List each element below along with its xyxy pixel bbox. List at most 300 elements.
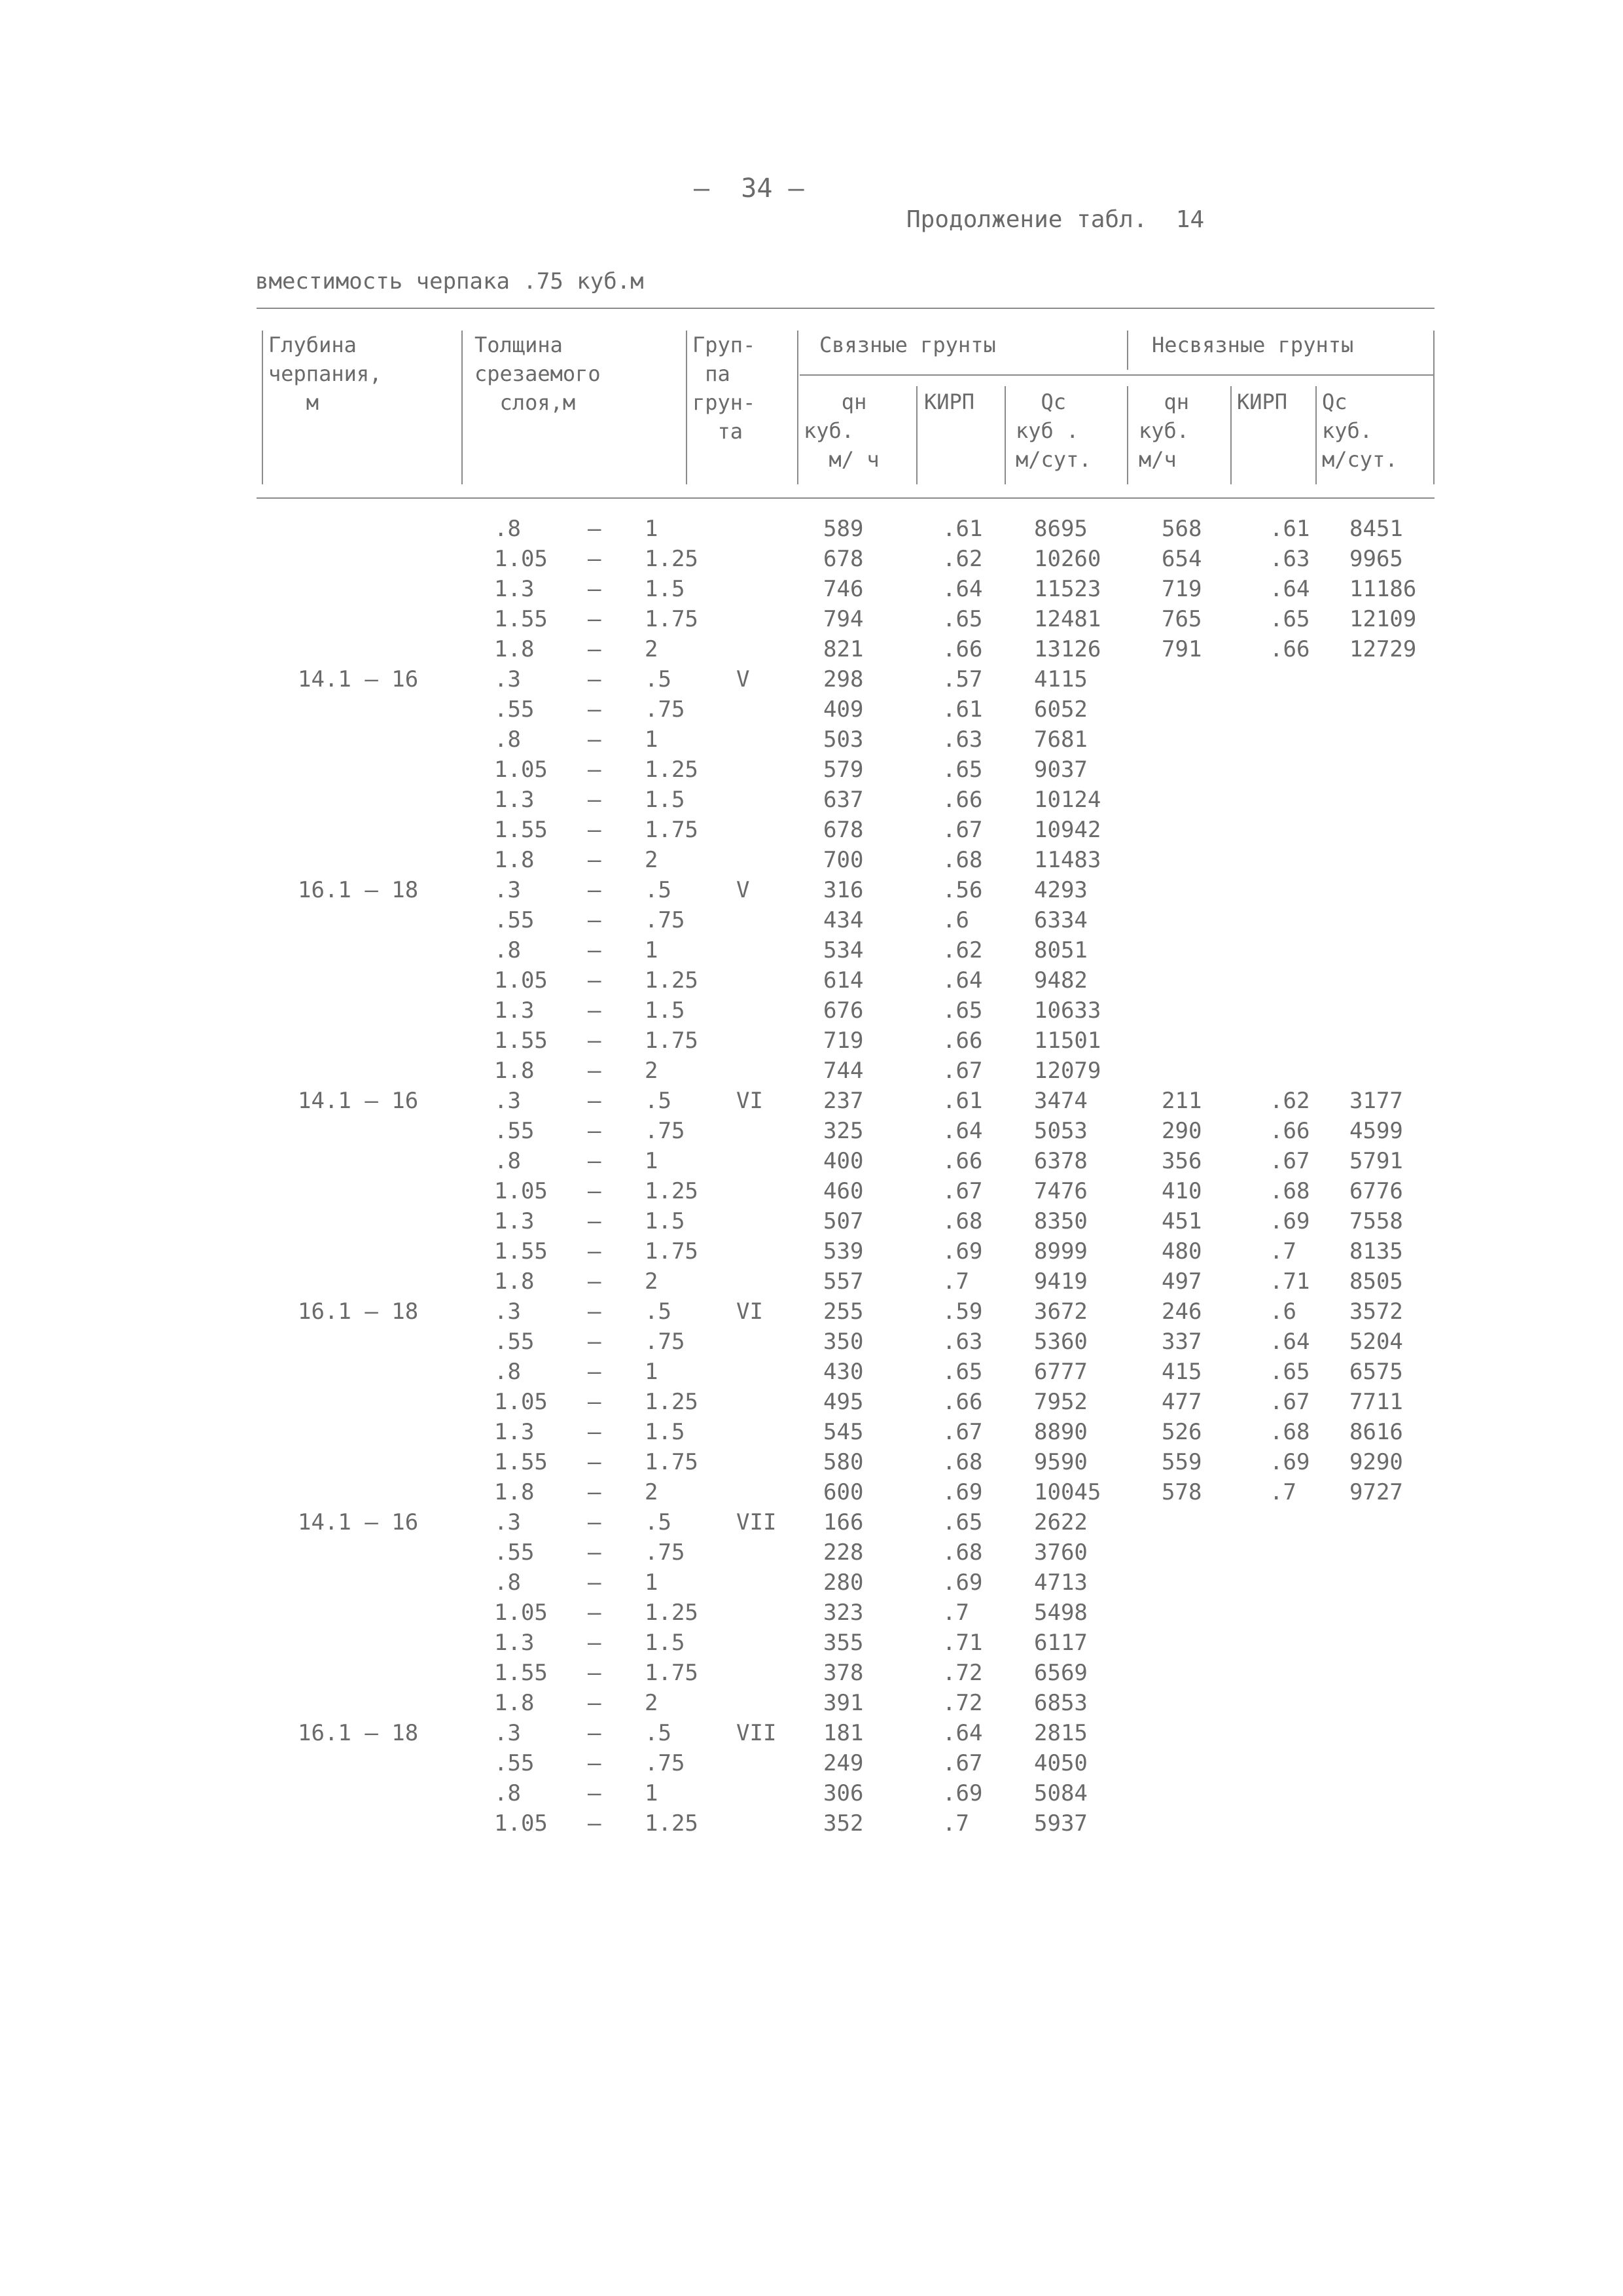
table-row	[0, 1628, 1623, 1658]
table-row	[0, 1176, 1623, 1206]
qn-cohesive-cell: 430	[823, 1359, 864, 1385]
qn-noncohesive-cell: 559	[1162, 1449, 1202, 1475]
dash-cell: –	[588, 877, 601, 903]
Qc-cohesive-cell: 11483	[1034, 847, 1101, 873]
dash-cell: –	[588, 1539, 601, 1566]
thickness-from-cell: 1.05	[494, 1600, 548, 1626]
qn-cohesive-cell: 378	[823, 1660, 864, 1686]
kirp-noncohesive-cell: .66	[1270, 1118, 1310, 1144]
dash-cell: –	[588, 967, 601, 994]
thickness-to-cell: 1.5	[645, 1419, 685, 1445]
kirp-noncohesive-cell: .62	[1270, 1088, 1310, 1114]
dash-cell: –	[588, 907, 601, 933]
qn-noncohesive-cell: 246	[1162, 1299, 1202, 1325]
dash-cell: –	[588, 787, 601, 813]
thickness-from-cell: 1.05	[494, 757, 548, 783]
header-thickness: Толщина срезаемого слоя,м	[474, 332, 601, 415]
table-row	[0, 905, 1623, 935]
kirp-cohesive-cell: .61	[942, 516, 983, 542]
thickness-from-cell: 1.8	[494, 1479, 535, 1505]
thickness-to-cell: .5	[645, 666, 671, 692]
thickness-to-cell: 1.25	[645, 1600, 698, 1626]
qn-cohesive-cell: 719	[823, 1028, 864, 1054]
Qc-cohesive-cell: 6117	[1034, 1630, 1088, 1656]
table-row	[0, 1236, 1623, 1266]
dash-cell: –	[588, 1329, 601, 1355]
dash-cell: –	[588, 576, 601, 602]
header-qn-noncohesive: qн куб. м/ч	[1139, 389, 1190, 472]
Qc-cohesive-cell: 12079	[1034, 1058, 1101, 1084]
thickness-to-cell: 1	[645, 516, 658, 542]
group-cell: V	[736, 877, 750, 903]
kirp-noncohesive-cell: .65	[1270, 1359, 1310, 1385]
dash-cell: –	[588, 1419, 601, 1445]
thickness-from-cell: .55	[494, 1539, 535, 1566]
thickness-to-cell: .5	[645, 1299, 671, 1325]
qn-cohesive-cell: 391	[823, 1690, 864, 1716]
dash-cell: –	[588, 1479, 601, 1505]
kirp-noncohesive-cell: .61	[1270, 516, 1310, 542]
Qc-noncohesive-cell: 7711	[1349, 1389, 1403, 1415]
thickness-to-cell: 2	[645, 847, 658, 873]
qn-noncohesive-cell: 791	[1162, 636, 1202, 662]
thickness-from-cell: 1.3	[494, 1419, 535, 1445]
group-cell: VI	[736, 1088, 763, 1114]
kirp-cohesive-cell: .61	[942, 696, 983, 723]
kirp-cohesive-cell: .64	[942, 1720, 983, 1746]
Qc-noncohesive-cell: 5204	[1349, 1329, 1403, 1355]
depth-cell: 16.1 – 18	[298, 1299, 419, 1325]
dash-cell: –	[588, 1690, 601, 1716]
kirp-cohesive-cell: .65	[942, 1509, 983, 1535]
divider	[1433, 331, 1435, 484]
kirp-cohesive-cell: .62	[942, 937, 983, 963]
Qc-noncohesive-cell: 8451	[1349, 516, 1403, 542]
Qc-cohesive-cell: 3760	[1034, 1539, 1088, 1566]
table-row	[0, 996, 1623, 1026]
kirp-cohesive-cell: .69	[942, 1570, 983, 1596]
thickness-from-cell: .3	[494, 666, 521, 692]
kirp-cohesive-cell: .59	[942, 1299, 983, 1325]
Qc-cohesive-cell: 10942	[1034, 817, 1101, 843]
qn-cohesive-cell: 700	[823, 847, 864, 873]
qn-cohesive-cell: 589	[823, 516, 864, 542]
dash-cell: –	[588, 726, 601, 753]
dash-cell: –	[588, 666, 601, 692]
thickness-to-cell: 1.75	[645, 817, 698, 843]
Qc-noncohesive-cell: 3177	[1349, 1088, 1403, 1114]
table-row	[0, 875, 1623, 905]
Qc-cohesive-cell: 9482	[1034, 967, 1088, 994]
qn-cohesive-cell: 821	[823, 636, 864, 662]
qn-noncohesive-cell: 211	[1162, 1088, 1202, 1114]
qn-cohesive-cell: 460	[823, 1178, 864, 1204]
divider	[1230, 386, 1232, 484]
thickness-from-cell: .8	[494, 1570, 521, 1596]
qn-cohesive-cell: 323	[823, 1600, 864, 1626]
header-depth: Глубина черпания, м	[268, 332, 382, 415]
table-row	[0, 604, 1623, 634]
table-row	[0, 634, 1623, 664]
header-group: Груп- па грун- та	[692, 332, 756, 444]
divider	[461, 331, 463, 484]
table-row	[0, 664, 1623, 694]
Qc-cohesive-cell: 7476	[1034, 1178, 1088, 1204]
Qc-cohesive-cell: 7681	[1034, 726, 1088, 753]
thickness-to-cell: 2	[645, 636, 658, 662]
Qc-cohesive-cell: 5053	[1034, 1118, 1088, 1144]
qn-cohesive-cell: 545	[823, 1419, 864, 1445]
Qc-cohesive-cell: 6777	[1034, 1359, 1088, 1385]
thickness-from-cell: 1.3	[494, 576, 535, 602]
header-kirp-noncohesive: КИРП	[1237, 389, 1288, 414]
kirp-cohesive-cell: .65	[942, 1359, 983, 1385]
qn-cohesive-cell: 676	[823, 997, 864, 1024]
kirp-noncohesive-cell: .66	[1270, 636, 1310, 662]
dash-cell: –	[588, 1088, 601, 1114]
Qc-cohesive-cell: 6378	[1034, 1148, 1088, 1174]
Qc-cohesive-cell: 8890	[1034, 1419, 1088, 1445]
kirp-cohesive-cell: .66	[942, 1389, 983, 1415]
Qc-cohesive-cell: 6052	[1034, 696, 1088, 723]
table-row	[0, 544, 1623, 574]
dash-cell: –	[588, 1630, 601, 1656]
Qc-noncohesive-cell: 8616	[1349, 1419, 1403, 1445]
divider	[916, 386, 918, 484]
dash-cell: –	[588, 1238, 601, 1265]
qn-cohesive-cell: 434	[823, 907, 864, 933]
thickness-from-cell: 1.8	[494, 847, 535, 873]
Qc-cohesive-cell: 8695	[1034, 516, 1088, 542]
dash-cell: –	[588, 1028, 601, 1054]
dash-cell: –	[588, 636, 601, 662]
table-row	[0, 785, 1623, 815]
qn-noncohesive-cell: 356	[1162, 1148, 1202, 1174]
thickness-from-cell: 1.3	[494, 997, 535, 1024]
qn-cohesive-cell: 325	[823, 1118, 864, 1144]
Qc-cohesive-cell: 13126	[1034, 636, 1101, 662]
qn-cohesive-cell: 249	[823, 1750, 864, 1776]
thickness-to-cell: .5	[645, 1720, 671, 1746]
Qc-noncohesive-cell: 9965	[1349, 546, 1403, 572]
Qc-noncohesive-cell: 9727	[1349, 1479, 1403, 1505]
kirp-cohesive-cell: .64	[942, 967, 983, 994]
Qc-noncohesive-cell: 8505	[1349, 1268, 1403, 1295]
table-row	[0, 1086, 1623, 1116]
thickness-from-cell: 1.55	[494, 1238, 548, 1265]
dash-cell: –	[588, 847, 601, 873]
thickness-from-cell: .8	[494, 1148, 521, 1174]
thickness-from-cell: 1.8	[494, 1058, 535, 1084]
thickness-from-cell: .55	[494, 1750, 535, 1776]
divider	[1127, 386, 1128, 484]
table-row	[0, 1266, 1623, 1297]
group-header-rule	[800, 374, 1435, 376]
thickness-from-cell: .55	[494, 696, 535, 723]
Qc-noncohesive-cell: 7558	[1349, 1208, 1403, 1234]
kirp-cohesive-cell: .63	[942, 1329, 983, 1355]
divider	[797, 331, 798, 484]
dash-cell: –	[588, 1299, 601, 1325]
kirp-cohesive-cell: .7	[942, 1268, 969, 1295]
table-row	[0, 1507, 1623, 1537]
thickness-to-cell: .5	[645, 1509, 671, 1535]
qn-cohesive-cell: 355	[823, 1630, 864, 1656]
kirp-cohesive-cell: .66	[942, 1148, 983, 1174]
Qc-cohesive-cell: 2815	[1034, 1720, 1088, 1746]
kirp-cohesive-cell: .72	[942, 1690, 983, 1716]
depth-cell: 16.1 – 18	[298, 877, 419, 903]
thickness-to-cell: 1	[645, 1148, 658, 1174]
qn-noncohesive-cell: 290	[1162, 1118, 1202, 1144]
dash-cell: –	[588, 1660, 601, 1686]
kirp-cohesive-cell: .72	[942, 1660, 983, 1686]
qn-cohesive-cell: 352	[823, 1810, 864, 1837]
kirp-noncohesive-cell: .7	[1270, 1479, 1296, 1505]
dash-cell: –	[588, 1449, 601, 1475]
qn-noncohesive-cell: 719	[1162, 576, 1202, 602]
kirp-cohesive-cell: .66	[942, 636, 983, 662]
kirp-cohesive-cell: .67	[942, 1178, 983, 1204]
Qc-cohesive-cell: 9590	[1034, 1449, 1088, 1475]
qn-noncohesive-cell: 451	[1162, 1208, 1202, 1234]
thickness-to-cell: 1.5	[645, 1208, 685, 1234]
Qc-cohesive-cell: 6334	[1034, 907, 1088, 933]
kirp-cohesive-cell: .68	[942, 1449, 983, 1475]
kirp-noncohesive-cell: .7	[1270, 1238, 1296, 1265]
table-row	[0, 1116, 1623, 1146]
table-row	[0, 1718, 1623, 1748]
table-row	[0, 965, 1623, 996]
dash-cell: –	[588, 817, 601, 843]
thickness-to-cell: 1.5	[645, 787, 685, 813]
qn-cohesive-cell: 557	[823, 1268, 864, 1295]
Qc-cohesive-cell: 5084	[1034, 1780, 1088, 1806]
kirp-noncohesive-cell: .71	[1270, 1268, 1310, 1295]
thickness-to-cell: 1.5	[645, 576, 685, 602]
table-row	[0, 1026, 1623, 1056]
thickness-to-cell: 1.25	[645, 546, 698, 572]
header-kirp-cohesive: КИРП	[924, 389, 975, 414]
Qc-cohesive-cell: 7952	[1034, 1389, 1088, 1415]
group-cell: VII	[736, 1509, 777, 1535]
kirp-cohesive-cell: .64	[942, 576, 983, 602]
qn-cohesive-cell: 495	[823, 1389, 864, 1415]
kirp-cohesive-cell: .67	[942, 1750, 983, 1776]
thickness-from-cell: 1.3	[494, 787, 535, 813]
Qc-cohesive-cell: 10260	[1034, 546, 1101, 572]
kirp-noncohesive-cell: .69	[1270, 1208, 1310, 1234]
depth-cell: 16.1 – 18	[298, 1720, 419, 1746]
table-row	[0, 514, 1623, 544]
qn-cohesive-cell: 794	[823, 606, 864, 632]
thickness-from-cell: 1.55	[494, 817, 548, 843]
thickness-from-cell: .8	[494, 1359, 521, 1385]
kirp-noncohesive-cell: .6	[1270, 1299, 1296, 1325]
thickness-to-cell: 1.75	[645, 1660, 698, 1686]
dash-cell: –	[588, 937, 601, 963]
thickness-from-cell: .8	[494, 726, 521, 753]
qn-noncohesive-cell: 568	[1162, 516, 1202, 542]
qn-cohesive-cell: 539	[823, 1238, 864, 1265]
table-row	[0, 1477, 1623, 1507]
header-Qc-noncohesive: Qc куб. м/сут.	[1322, 389, 1398, 472]
kirp-noncohesive-cell: .67	[1270, 1148, 1310, 1174]
qn-cohesive-cell: 503	[823, 726, 864, 753]
thickness-from-cell: .55	[494, 1329, 535, 1355]
thickness-to-cell: 1	[645, 1570, 658, 1596]
Qc-cohesive-cell: 4293	[1034, 877, 1088, 903]
kirp-noncohesive-cell: .67	[1270, 1389, 1310, 1415]
kirp-cohesive-cell: .67	[942, 817, 983, 843]
thickness-from-cell: 1.05	[494, 546, 548, 572]
thickness-from-cell: 1.05	[494, 1389, 548, 1415]
thickness-from-cell: .3	[494, 1720, 521, 1746]
qn-cohesive-cell: 255	[823, 1299, 864, 1325]
Qc-cohesive-cell: 10124	[1034, 787, 1101, 813]
kirp-cohesive-cell: .67	[942, 1419, 983, 1445]
thickness-from-cell: 1.05	[494, 1178, 548, 1204]
kirp-cohesive-cell: .69	[942, 1780, 983, 1806]
dash-cell: –	[588, 1810, 601, 1837]
thickness-from-cell: 1.55	[494, 1660, 548, 1686]
qn-cohesive-cell: 166	[823, 1509, 864, 1535]
qn-cohesive-cell: 600	[823, 1479, 864, 1505]
table-row	[0, 1568, 1623, 1598]
table-row	[0, 1537, 1623, 1568]
qn-cohesive-cell: 579	[823, 757, 864, 783]
dash-cell: –	[588, 1148, 601, 1174]
thickness-from-cell: .55	[494, 1118, 535, 1144]
dash-cell: –	[588, 1720, 601, 1746]
qn-cohesive-cell: 350	[823, 1329, 864, 1355]
thickness-to-cell: 1.75	[645, 606, 698, 632]
depth-cell: 14.1 – 16	[298, 1088, 419, 1114]
qn-cohesive-cell: 637	[823, 787, 864, 813]
table-row	[0, 755, 1623, 785]
Qc-cohesive-cell: 11523	[1034, 576, 1101, 602]
group-cell: VI	[736, 1299, 763, 1325]
page-number: – 34 –	[694, 173, 804, 204]
table-row	[0, 725, 1623, 755]
thickness-from-cell: .55	[494, 907, 535, 933]
kirp-cohesive-cell: .6	[942, 907, 969, 933]
dash-cell: –	[588, 516, 601, 542]
Qc-cohesive-cell: 3672	[1034, 1299, 1088, 1325]
kirp-cohesive-cell: .62	[942, 546, 983, 572]
kirp-cohesive-cell: .69	[942, 1479, 983, 1505]
thickness-to-cell: 1.5	[645, 1630, 685, 1656]
kirp-cohesive-cell: .57	[942, 666, 983, 692]
thickness-from-cell: 1.8	[494, 1268, 535, 1295]
qn-cohesive-cell: 534	[823, 937, 864, 963]
thickness-to-cell: 2	[645, 1690, 658, 1716]
thickness-from-cell: .3	[494, 1088, 521, 1114]
thickness-to-cell: 1.25	[645, 1389, 698, 1415]
Qc-cohesive-cell: 6853	[1034, 1690, 1088, 1716]
kirp-cohesive-cell: .65	[942, 606, 983, 632]
header-Qc-cohesive: Qc куб . м/сут.	[1016, 389, 1092, 472]
kirp-noncohesive-cell: .63	[1270, 546, 1310, 572]
dash-cell: –	[588, 1268, 601, 1295]
thickness-to-cell: 1.25	[645, 757, 698, 783]
qn-noncohesive-cell: 410	[1162, 1178, 1202, 1204]
thickness-to-cell: .5	[645, 1088, 671, 1114]
kirp-cohesive-cell: .63	[942, 726, 983, 753]
kirp-noncohesive-cell: .64	[1270, 576, 1310, 602]
qn-cohesive-cell: 678	[823, 817, 864, 843]
qn-noncohesive-cell: 480	[1162, 1238, 1202, 1265]
Qc-cohesive-cell: 8051	[1034, 937, 1088, 963]
kirp-cohesive-cell: .66	[942, 787, 983, 813]
dash-cell: –	[588, 1600, 601, 1626]
Qc-noncohesive-cell: 8135	[1349, 1238, 1403, 1265]
qn-cohesive-cell: 744	[823, 1058, 864, 1084]
Qc-noncohesive-cell: 11186	[1349, 576, 1417, 602]
thickness-to-cell: 1	[645, 937, 658, 963]
kirp-cohesive-cell: .68	[942, 847, 983, 873]
qn-cohesive-cell: 678	[823, 546, 864, 572]
dash-cell: –	[588, 1750, 601, 1776]
kirp-cohesive-cell: .61	[942, 1088, 983, 1114]
Qc-cohesive-cell: 9037	[1034, 757, 1088, 783]
divider	[1005, 386, 1006, 484]
kirp-cohesive-cell: .66	[942, 1028, 983, 1054]
kirp-cohesive-cell: .69	[942, 1238, 983, 1265]
qn-noncohesive-cell: 765	[1162, 606, 1202, 632]
thickness-to-cell: 1.75	[645, 1028, 698, 1054]
header-top-rule	[257, 308, 1435, 309]
Qc-noncohesive-cell: 6575	[1349, 1359, 1403, 1385]
dash-cell: –	[588, 606, 601, 632]
table-row	[0, 1658, 1623, 1688]
thickness-to-cell: 1.25	[645, 1178, 698, 1204]
kirp-noncohesive-cell: .64	[1270, 1329, 1310, 1355]
dash-cell: –	[588, 1509, 601, 1535]
table-row	[0, 1808, 1623, 1839]
dash-cell: –	[588, 1570, 601, 1596]
dash-cell: –	[588, 1389, 601, 1415]
dash-cell: –	[588, 696, 601, 723]
kirp-cohesive-cell: .68	[942, 1539, 983, 1566]
Qc-cohesive-cell: 10633	[1034, 997, 1101, 1024]
dash-cell: –	[588, 1208, 601, 1234]
table-row	[0, 1357, 1623, 1387]
table-row	[0, 694, 1623, 725]
qn-cohesive-cell: 181	[823, 1720, 864, 1746]
dash-cell: –	[588, 997, 601, 1024]
qn-noncohesive-cell: 497	[1162, 1268, 1202, 1295]
divider	[1315, 386, 1317, 484]
qn-noncohesive-cell: 654	[1162, 546, 1202, 572]
thickness-from-cell: 1.55	[494, 1028, 548, 1054]
dash-cell: –	[588, 546, 601, 572]
kirp-cohesive-cell: .65	[942, 757, 983, 783]
divider	[1127, 331, 1128, 370]
qn-cohesive-cell: 746	[823, 576, 864, 602]
kirp-cohesive-cell: .68	[942, 1208, 983, 1234]
kirp-cohesive-cell: .56	[942, 877, 983, 903]
thickness-to-cell: 2	[645, 1268, 658, 1295]
group-cell: VII	[736, 1720, 777, 1746]
group-cell: V	[736, 666, 750, 692]
qn-cohesive-cell: 237	[823, 1088, 864, 1114]
divider	[262, 331, 263, 484]
table-row	[0, 1387, 1623, 1417]
table-row	[0, 1688, 1623, 1718]
Qc-cohesive-cell: 4115	[1034, 666, 1088, 692]
Qc-cohesive-cell: 4050	[1034, 1750, 1088, 1776]
